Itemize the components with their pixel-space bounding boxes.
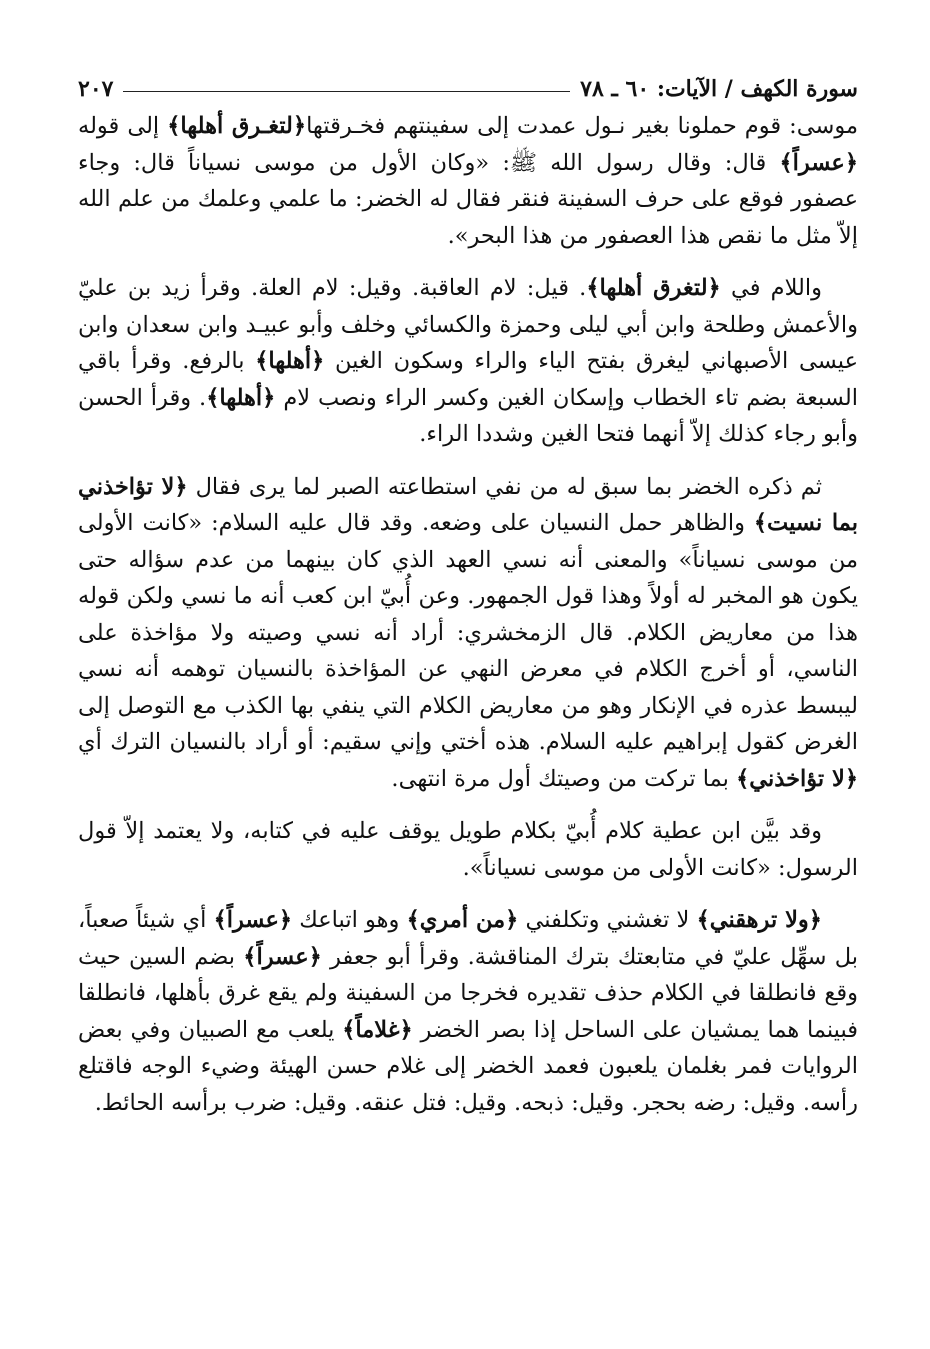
surah-title: سورة الكهف / الآيات: ٦٠ ـ ٧٨ (580, 76, 858, 102)
book-page (78, 72, 858, 1121)
quran-quote: ﴿عسراً﴾ (243, 943, 322, 970)
text-run: واللام في (720, 275, 822, 301)
body-text (78, 108, 858, 1121)
text-run: وقد بيَّن ابن عطية كلام أُبيّ بكلام طويل يوقف عليه في كتابه، ولا يعتمد إلاّ قول الرسول: «كانت الأولى من موسى نسياناً». (78, 818, 858, 881)
paragraph (78, 813, 858, 886)
text-run: قال: وقال رسول الله ﷺ: «وكان الأول من موسى نسياناً قال: وجاء عصفور فوقع على حرف السفينة فنقر فقال له الخضر: ما علمي وعلمك من علم الله إلاّ مثل ما نقص هذا العصفور من هذا البحر». (78, 149, 858, 249)
quran-quote: ﴿لتغـرق أهلها﴾ (167, 113, 307, 139)
text-run: إلى قوله (78, 113, 168, 139)
text-run: . وقرأ الحسن وأبو رجاء كذلك إلاّ أنهما فتحا الغين وشددا الراء. (78, 384, 858, 447)
paragraph (78, 108, 858, 254)
page-number: ٢٠٧ (78, 76, 114, 102)
quran-quote: ﴿لا تؤاخذني بما نسيت﴾ (78, 473, 858, 536)
text-run: بالرفع. وقرأ باقي السبعة بضم تاء الخطاب وإسكان الغين وكسر الراء ونصب لام (78, 348, 859, 411)
header-rule (123, 91, 570, 92)
paragraph (78, 469, 858, 798)
text-run: يلعب مع الصبيان وفي بعض الروايات فمر بغلمان يلعبون فعمد الخضر إلى غلام حسن الهيئة وضيء الوجه فاقتلع رأسه. وقيل: رضه بحجر. وقيل: ذبحه. وقيل: فتل عنقه. وقيل: ضرب برأسه الحائط. (78, 1016, 858, 1116)
quran-quote: ﴿ولا ترهقني﴾ (696, 907, 822, 933)
text-run: بضم السين حيث وقع فانطلقا في الكلام حذف تقديره فخرجا من السفينة ولم يقع غرق بأهلها، فانطلقا فبينما هما يمشيان على الساحل إذا بصر الخضر (78, 943, 858, 1043)
text-run: ثم ذكره الخضر بما سبق له من نفي استطاعته الصبر لما يرى فقال (187, 473, 822, 500)
quran-quote: ﴿غلاماً﴾ (342, 1016, 413, 1043)
text-run: موسى: قوم حملونا بغير نـول عمدت إلى سفينتهم فخـرقتها (306, 113, 858, 139)
text-run: . قيل: لام العاقبة. وقيل: لام العلة. وقرأ زيد بن عليّ والأعمش وطلحة وابن أبي ليلى وحمزة والكسائي وخلف وأبو عبيـد وابن سعدان وابن عيسى الأصبهاني ليغرق بفتح الياء والراء وسكون الغين (78, 275, 858, 374)
paragraph (78, 270, 858, 453)
text-run: بما تركت من وصيتك أول مرة انتهى. (391, 765, 737, 792)
quran-quote: ﴿عسراً﴾ (213, 907, 293, 933)
text-run: والظاهر حمل النسيان على وضعه. وقد قال عليه السلام: «كانت الأولى من موسى نسياناً» والمعنى أنه نسي العهد الذي كان بينهما من عدم سؤاله حتى يكون هو المخبر له أولاً وهذا قول الجمهور. وعن أُبيّ ابن كعب أنه ما نسي ولكن قوله هذا من معاريض الكلام. قال الزمخشري: أراد أنه نسي وصيته ولا مؤاخذة على الناسي، أو أخرج الكلام في معرض النهي عن المؤاخذة بالنسيان توهمه أنه نسي ليبسط عذره في الإنكار وهو من معاريض الكلام التي ينفي بها الكذب مع التوصل إلى الغرض كقول إبراهيم عليه السلام. هذه أختي وإني سقيم: أو أراد بالنسيان الترك أي (78, 510, 858, 755)
quran-quote: ﴿عسراً﴾ (779, 149, 858, 176)
text-run: أي شيئاً صعباً، بل سهِّل عليّ في متابعتك بترك المناقشة. وقرأ أبو جعفر (78, 907, 858, 970)
quran-quote: ﴿أهلها﴾ (206, 384, 276, 411)
quran-quote: ﴿لا تؤاخذني﴾ (736, 765, 858, 792)
running-header (78, 72, 858, 106)
text-run: وهو اتباعك (292, 907, 407, 933)
text-run: لا تغشني وتكلفني (518, 907, 697, 933)
quran-quote: ﴿من أمري﴾ (406, 907, 519, 933)
quran-quote: ﴿أهلها﴾ (255, 348, 325, 374)
paragraph (78, 902, 858, 1121)
quran-quote: ﴿لتغرق أهلها﴾ (586, 275, 721, 301)
